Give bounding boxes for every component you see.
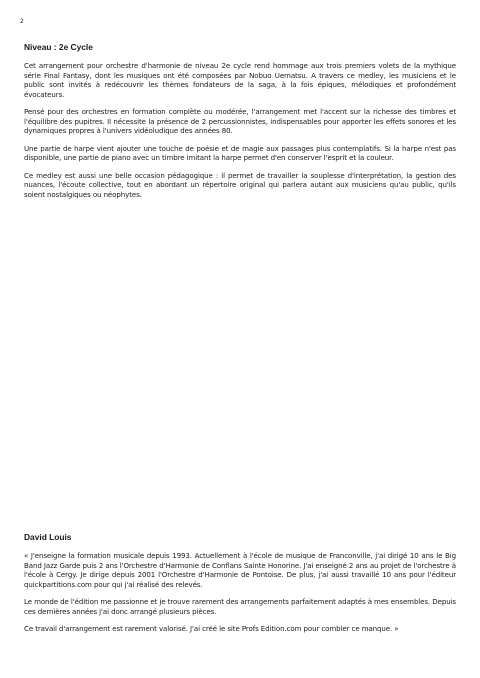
author-paragraph: « J'enseigne la formation musicale depuis 1993. Actuellement à l'école de musique de Franconville, j'ai dirigé 10 ans le Big Band Jazz Garde puis 2 ans l'Orchestre d'Harmonie de Conflans Sainte Honorine. J'ai enseigné 2 ans au projet de l'orchestre à l'école à Cergy. Je dirige depuis 2001 l'Orchestre d'Harmonie de Pontoise. De plus, j'ai aussi travaillé 10 ans pour l'éditeur quickpartitions.com pour qui j'ai réalisé des relevés. — [24, 551, 456, 589]
level-heading: Niveau : 2e Cycle — [24, 42, 93, 52]
author-paragraph: Le monde de l'édition me passionne et je trouve rarement des arrangements parfaitement adaptés à mes ensembles. Depuis ces dernières années j'ai donc arrangé plusieurs pièces. — [24, 597, 456, 616]
description-paragraph: Une partie de harpe vient ajouter une touche de poésie et de magie aux passages plus contemplatifs. Si la harpe n'est pas disponible, une partie de piano avec un timbre imitant la harpe permet d'en conserver l'esprit et la couleur. — [24, 143, 456, 162]
description-paragraph: Cet arrangement pour orchestre d'harmonie de niveau 2e cycle rend hommage aux trois premiers volets de la mythique série Final Fantasy, dont les musiques ont été composées par Nobuo Uematsu. A travers ce medley, les musiciens et le public sont invités à redécouvrir les thèmes fondateurs de la saga, à la fois épiques, mélodiques et profondément évocateurs. — [24, 61, 456, 99]
description-paragraph: Ce medley est aussi une belle occasion pédagogique : il permet de travailler la souplesse d'interprétation, la gestion des nuances, l'écoute collective, tout en abordant un répertoire original qui parlera autant aux musiciens qu'au public, qu'ils soient nostalgiques ou néophytes. — [24, 170, 456, 199]
level-section — [24, 42, 456, 207]
author-section — [24, 532, 456, 642]
author-paragraph: Ce travail d'arrangement est rarement valorisé. J'ai créé le site Profs Edition.com pour combler ce manque. » — [24, 624, 399, 633]
description-paragraph: Pensé pour des orchestres en formation complète ou modérée, l'arrangement met l'accent sur la richesse des timbres et l'équilibre des pupitres. Il nécessite la présence de 2 percussionnistes, indispensables pour apporter les effets sonores et les dynamiques propres à l'univers vidéoludique des années 80. — [24, 107, 456, 135]
page-number: 2 — [20, 18, 24, 25]
author-heading: David Louis — [24, 532, 72, 542]
